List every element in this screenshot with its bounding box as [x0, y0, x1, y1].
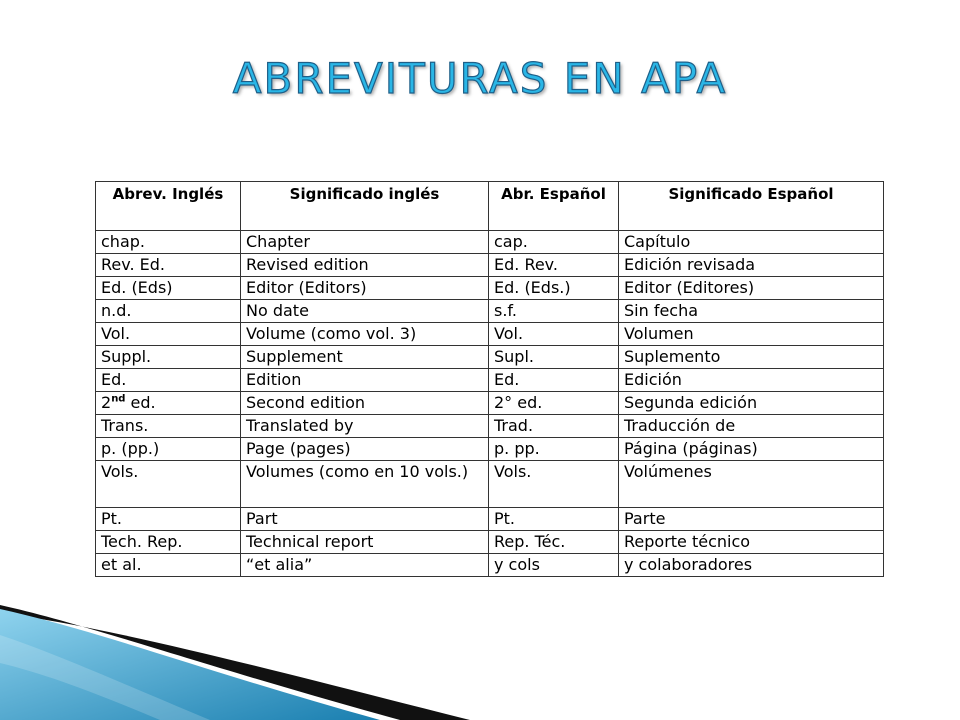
abbreviations-table — [95, 181, 884, 577]
table-header-row — [96, 182, 884, 231]
cell-abr-espanol: Ed. (Eds.) — [489, 277, 619, 300]
cell-significado-espanol: Volúmenes — [619, 461, 884, 508]
table-row — [96, 323, 884, 346]
header-abr-espanol: Abr. Español — [489, 182, 619, 231]
table-row — [96, 277, 884, 300]
table-row — [96, 369, 884, 392]
header-significado-espanol: Significado Español — [619, 182, 884, 231]
table-row — [96, 392, 884, 415]
cell-significado-espanol: Suplemento — [619, 346, 884, 369]
cell-significado-ingles: “et alia” — [241, 554, 489, 577]
cell-abrev-ingles: n.d. — [96, 300, 241, 323]
header-abrev-ingles: Abrev. Inglés — [96, 182, 241, 231]
cell-abrev-ingles: Vols. — [96, 461, 241, 508]
cell-significado-ingles: Volumes (como en 10 vols.) — [241, 461, 489, 508]
ordinal-number: 2 — [101, 393, 112, 412]
table-row — [96, 231, 884, 254]
cell-significado-ingles: Technical report — [241, 531, 489, 554]
cell-abr-espanol: p. pp. — [489, 438, 619, 461]
cell-abr-espanol: 2° ed. — [489, 392, 619, 415]
cell-significado-ingles: Volume (como vol. 3) — [241, 323, 489, 346]
cell-abrev-ingles: Suppl. — [96, 346, 241, 369]
cell-abrev-ingles: Pt. — [96, 508, 241, 531]
cell-significado-ingles: Edition — [241, 369, 489, 392]
table-row — [96, 508, 884, 531]
cell-significado-ingles: Editor (Editors) — [241, 277, 489, 300]
cell-abrev-ingles: Rev. Ed. — [96, 254, 241, 277]
cell-significado-ingles: No date — [241, 300, 489, 323]
table-row — [96, 531, 884, 554]
table-row — [96, 438, 884, 461]
cell-significado-ingles: Page (pages) — [241, 438, 489, 461]
cell-abrev-ingles: Ed. — [96, 369, 241, 392]
cell-abr-espanol: s.f. — [489, 300, 619, 323]
cell-significado-ingles: Supplement — [241, 346, 489, 369]
cell-significado-espanol: Edición — [619, 369, 884, 392]
cell-abrev-ingles: et al. — [96, 554, 241, 577]
cell-abr-espanol: Vol. — [489, 323, 619, 346]
cell-abr-espanol: cap. — [489, 231, 619, 254]
cell-abrev-ingles: Vol. — [96, 323, 241, 346]
table-row — [96, 254, 884, 277]
cell-significado-espanol: Capítulo — [619, 231, 884, 254]
table-row — [96, 554, 884, 577]
cell-abr-espanol: Ed. — [489, 369, 619, 392]
cell-abr-espanol: Vols. — [489, 461, 619, 508]
cell-significado-espanol: Editor (Editores) — [619, 277, 884, 300]
cell-significado-ingles: Chapter — [241, 231, 489, 254]
cell-abr-espanol: Pt. — [489, 508, 619, 531]
cell-abr-espanol: Ed. Rev. — [489, 254, 619, 277]
cell-abr-espanol: Rep. Téc. — [489, 531, 619, 554]
cell-abrev-ingles: Tech. Rep. — [96, 531, 241, 554]
table-row — [96, 461, 884, 508]
table-row — [96, 415, 884, 438]
cell-significado-ingles: Revised edition — [241, 254, 489, 277]
table-row — [96, 300, 884, 323]
cell-significado-espanol: Parte — [619, 508, 884, 531]
decorative-swoosh — [0, 595, 960, 720]
cell-significado-espanol: Edición revisada — [619, 254, 884, 277]
cell-significado-espanol: Reporte técnico — [619, 531, 884, 554]
cell-abr-espanol: Trad. — [489, 415, 619, 438]
ordinal-suffix: nd — [111, 393, 126, 405]
header-significado-ingles: Significado inglés — [241, 182, 489, 231]
cell-abrev-ingles: chap. — [96, 231, 241, 254]
cell-abrev-ingles — [96, 392, 241, 415]
cell-significado-espanol: Página (páginas) — [619, 438, 884, 461]
cell-significado-ingles: Part — [241, 508, 489, 531]
table-row — [96, 346, 884, 369]
cell-significado-ingles: Second edition — [241, 392, 489, 415]
cell-abrev-ingles: Ed. (Eds) — [96, 277, 241, 300]
slide-title: ABREVITURAS EN APA — [232, 54, 728, 103]
cell-significado-espanol: Traducción de — [619, 415, 884, 438]
cell-significado-espanol: Volumen — [619, 323, 884, 346]
cell-significado-espanol: y colaboradores — [619, 554, 884, 577]
cell-abrev-ingles: p. (pp.) — [96, 438, 241, 461]
cell-significado-espanol: Sin fecha — [619, 300, 884, 323]
cell-abr-espanol: Supl. — [489, 346, 619, 369]
cell-significado-espanol: Segunda edición — [619, 392, 884, 415]
cell-abrev-ingles: Trans. — [96, 415, 241, 438]
cell-significado-ingles: Translated by — [241, 415, 489, 438]
cell-abr-espanol: y cols — [489, 554, 619, 577]
ordinal-rest: ed. — [125, 393, 156, 412]
